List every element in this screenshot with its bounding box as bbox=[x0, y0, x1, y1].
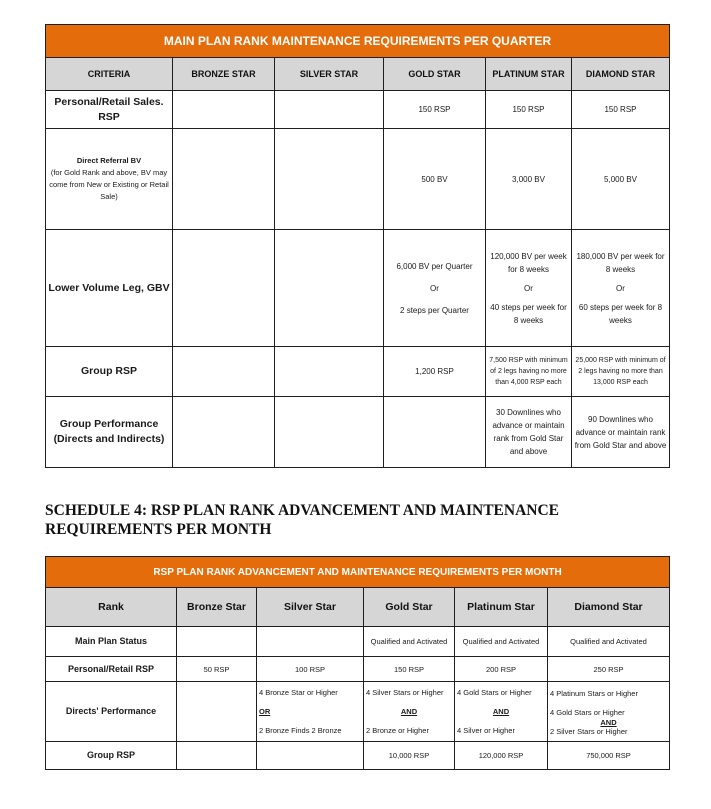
cell-line: AND bbox=[492, 707, 510, 716]
cell-line: Or bbox=[616, 283, 625, 293]
rank-cell: Group RSP bbox=[46, 742, 177, 770]
criteria-cell: Group Performance (Directs and Indirects) bbox=[46, 397, 173, 468]
header-rank: Rank bbox=[46, 588, 177, 627]
cell-line: 4 Gold Stars or Higher bbox=[550, 707, 625, 717]
cell-platinum: 200 RSP bbox=[455, 657, 548, 682]
cell-platinum bbox=[486, 230, 572, 347]
cell-bronze bbox=[173, 397, 275, 468]
cell-line: 4 Bronze Star or Higher bbox=[259, 688, 338, 697]
cell-platinum: 120,000 RSP bbox=[455, 742, 548, 770]
cell-gold bbox=[384, 397, 486, 468]
criteria-cell: Group RSP bbox=[46, 347, 173, 397]
header-diamond: DIAMOND STAR bbox=[572, 58, 670, 91]
cell-diamond: 150 RSP bbox=[572, 91, 670, 129]
table-row bbox=[46, 657, 670, 682]
cell-line: 6,000 BV per Quarter bbox=[396, 261, 473, 271]
cell-line: 2 Silver Stars or Higher bbox=[550, 726, 628, 736]
cell-bronze bbox=[177, 742, 257, 770]
cell-gold bbox=[384, 230, 486, 347]
cell-platinum: 7,500 RSP with minimum of 2 legs having no more than 4,000 RSP each bbox=[486, 347, 572, 397]
criteria-note: (for Gold Rank and above, BV may come from New or Existing or Retail Sale) bbox=[49, 168, 169, 201]
cell-gold: 500 BV bbox=[384, 129, 486, 230]
cell-line: AND bbox=[400, 707, 418, 716]
cell-silver bbox=[257, 627, 364, 657]
cell-gold: Qualified and Activated bbox=[364, 627, 455, 657]
cell-gold: 150 RSP bbox=[384, 91, 486, 129]
criteria-cell: Lower Volume Leg, GBV bbox=[46, 230, 173, 347]
criteria-cell: Personal/Retail Sales. RSP bbox=[46, 91, 173, 129]
cell-platinum: 150 RSP bbox=[486, 91, 572, 129]
cell-line: AND bbox=[600, 717, 617, 727]
cell-silver bbox=[257, 682, 364, 742]
rank-cell: Directs' Performance bbox=[46, 682, 177, 742]
cell-platinum: 30 Downlines who advance or maintain rank from Gold Star and above bbox=[486, 397, 572, 468]
cell-line: Or bbox=[524, 283, 533, 293]
header-platinum: PLATINUM STAR bbox=[486, 58, 572, 91]
cell-platinum bbox=[455, 682, 548, 742]
header-silver: SILVER STAR bbox=[275, 58, 384, 91]
table-row bbox=[46, 397, 670, 468]
cell-bronze: 50 RSP bbox=[177, 657, 257, 682]
cell-silver bbox=[275, 129, 384, 230]
main-plan-maintenance-table bbox=[45, 24, 670, 468]
rank-cell: Main Plan Status bbox=[46, 627, 177, 657]
header-criteria: CRITERIA bbox=[46, 58, 173, 91]
cell-line: 2 Bronze Finds 2 Bronze bbox=[259, 726, 342, 735]
cell-bronze bbox=[173, 129, 275, 230]
header-diamond: Diamond Star bbox=[548, 588, 670, 627]
table-row bbox=[46, 742, 670, 770]
rank-cell: Personal/Retail RSP bbox=[46, 657, 177, 682]
header-gold: Gold Star bbox=[364, 588, 455, 627]
cell-line: 4 Silver or Higher bbox=[457, 726, 515, 735]
cell-bronze bbox=[173, 230, 275, 347]
cell-diamond bbox=[548, 682, 670, 742]
cell-silver: 100 RSP bbox=[257, 657, 364, 682]
cell-line: 40 steps per week for 8 weeks bbox=[490, 302, 567, 325]
header-gold: GOLD STAR bbox=[384, 58, 486, 91]
table-row bbox=[46, 91, 670, 129]
cell-diamond: 5,000 BV bbox=[572, 129, 670, 230]
table-row bbox=[46, 682, 670, 742]
cell-line: 120,000 BV per week for 8 weeks bbox=[490, 251, 567, 274]
cell-platinum: 3,000 BV bbox=[486, 129, 572, 230]
header-platinum: Platinum Star bbox=[455, 588, 548, 627]
cell-diamond: 750,000 RSP bbox=[548, 742, 670, 770]
cell-gold: 1,200 RSP bbox=[384, 347, 486, 397]
cell-platinum: Qualified and Activated bbox=[455, 627, 548, 657]
cell-diamond: 250 RSP bbox=[548, 657, 670, 682]
cell-line: 180,000 BV per week for 8 weeks bbox=[576, 251, 665, 274]
header-bronze: Bronze Star bbox=[177, 588, 257, 627]
cell-silver bbox=[275, 397, 384, 468]
cell-line: Or bbox=[430, 283, 439, 293]
table-row bbox=[46, 129, 670, 230]
cell-bronze bbox=[173, 91, 275, 129]
table-row bbox=[46, 627, 670, 657]
cell-line: 4 Gold Stars or Higher bbox=[457, 688, 532, 697]
header-bronze: BRONZE STAR bbox=[173, 58, 275, 91]
cell-line: 2 steps per Quarter bbox=[400, 305, 469, 315]
cell-diamond: 90 Downlines who advance or maintain rank from Gold Star and above bbox=[572, 397, 670, 468]
criteria-title: Direct Referral BV bbox=[76, 156, 142, 165]
cell-bronze bbox=[177, 682, 257, 742]
rsp-plan-table bbox=[45, 556, 670, 770]
cell-line: 60 steps per week for 8 weeks bbox=[578, 302, 663, 325]
cell-line: 4 Platinum Stars or Higher bbox=[550, 688, 638, 698]
cell-gold: 10,000 RSP bbox=[364, 742, 455, 770]
cell-gold bbox=[364, 682, 455, 742]
cell-diamond: 25,000 RSP with minimum of 2 legs having no more than 13,000 RSP each bbox=[572, 347, 670, 397]
cell-gold: 150 RSP bbox=[364, 657, 455, 682]
table-row bbox=[46, 347, 670, 397]
header-silver: Silver Star bbox=[257, 588, 364, 627]
cell-line: 2 Bronze or Higher bbox=[366, 726, 429, 735]
cell-bronze bbox=[177, 627, 257, 657]
schedule-heading: SCHEDULE 4: RSP PLAN RANK ADVANCEMENT AND MAINTENANCE REQUIREMENTS PER MONTH bbox=[45, 502, 559, 538]
table-row bbox=[46, 230, 670, 347]
cell-diamond: Qualified and Activated bbox=[548, 627, 670, 657]
cell-silver bbox=[257, 742, 364, 770]
cell-silver bbox=[275, 91, 384, 129]
criteria-cell bbox=[46, 129, 173, 230]
cell-bronze bbox=[173, 347, 275, 397]
cell-line: OR bbox=[259, 707, 271, 716]
cell-line: 4 Silver Stars or Higher bbox=[366, 688, 444, 697]
cell-diamond bbox=[572, 230, 670, 347]
cell-silver bbox=[275, 230, 384, 347]
cell-silver bbox=[275, 347, 384, 397]
table-title: MAIN PLAN RANK MAINTENANCE REQUIREMENTS PER QUARTER bbox=[46, 25, 670, 58]
table-title: RSP PLAN RANK ADVANCEMENT AND MAINTENANCE REQUIREMENTS PER MONTH bbox=[46, 557, 670, 588]
